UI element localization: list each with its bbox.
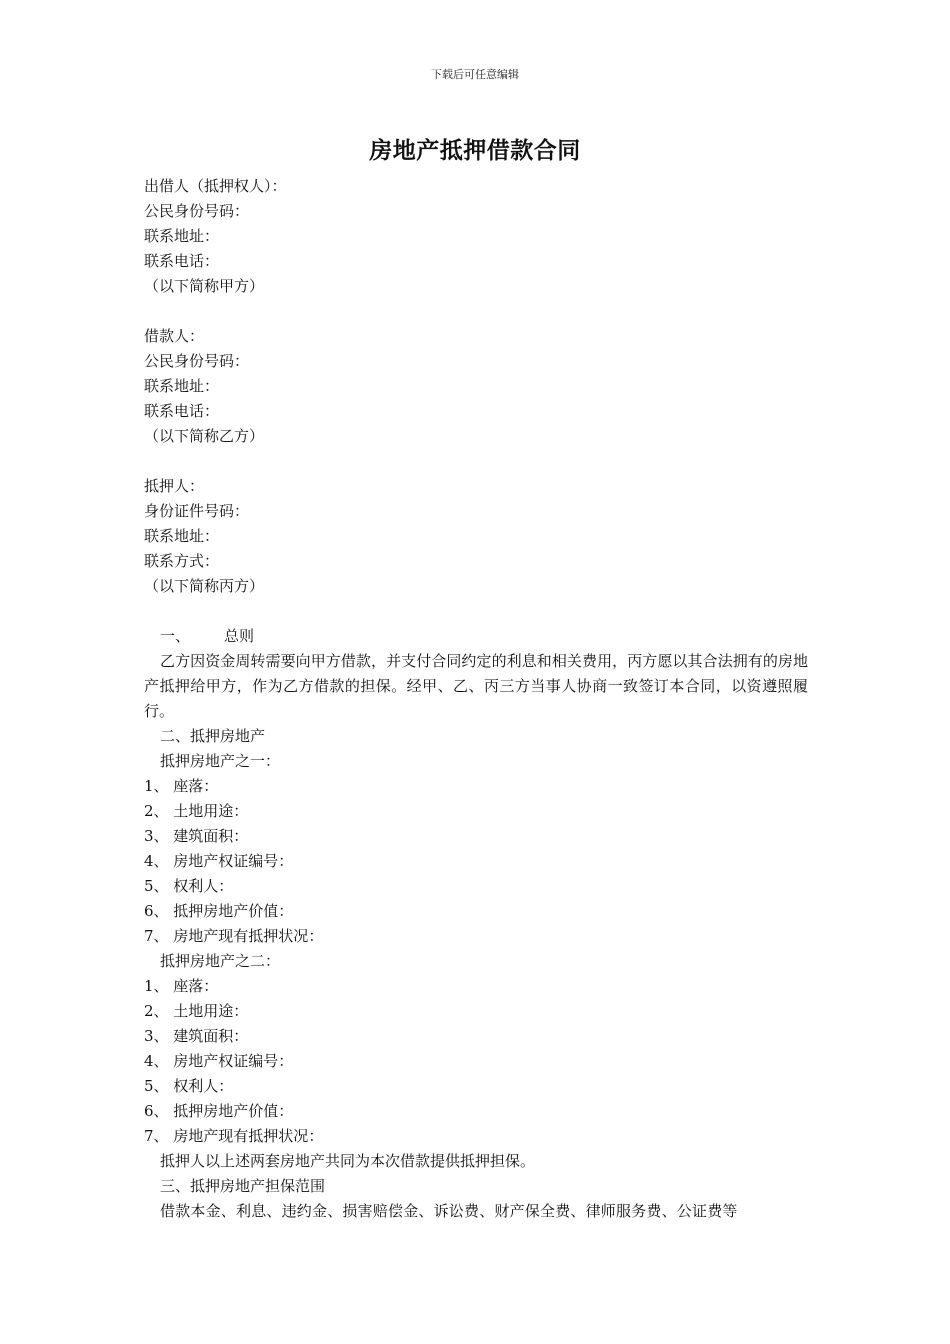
- borrower-name-label: 借款人：: [144, 327, 205, 345]
- borrower-alias: （以下简称乙方）: [144, 427, 265, 445]
- section3-first-line: 借款本金、利息、违约金、损害赔偿金、诉讼费、财产保全费、律师服务费、公证费等: [160, 1202, 738, 1220]
- property1-item-value: 6、 抵押房地产价值：: [144, 902, 294, 920]
- property1-item-owner: 5、 权利人：: [144, 877, 234, 895]
- section3-title: 三、抵押房地产担保范围: [160, 1177, 326, 1195]
- property1-item-certificate-no: 4、 房地产权证编号：: [144, 852, 294, 870]
- borrower-id-label: 公民身份号码：: [144, 352, 250, 370]
- mortgagor-contact-label: 联系方式：: [144, 552, 220, 570]
- borrower-address-label: 联系地址：: [144, 377, 220, 395]
- section1-title: 总则: [224, 627, 255, 645]
- property2-item-certificate-no: 4、 房地产权证编号：: [144, 1052, 294, 1070]
- property2-item-location: 1、 座落：: [144, 977, 219, 995]
- document-body: [144, 174, 808, 1224]
- property2-item-owner: 5、 权利人：: [144, 1077, 234, 1095]
- spacer: [144, 299, 808, 324]
- lender-alias: （以下简称甲方）: [144, 277, 265, 295]
- section2-closing: 抵押人以上述两套房地产共同为本次借款提供抵押担保。: [160, 1152, 536, 1170]
- mortgagor-id-label: 身份证件号码：: [144, 502, 250, 520]
- property1-item-land-use: 2、 土地用途：: [144, 802, 249, 820]
- property1-item-location: 1、 座落：: [144, 777, 219, 795]
- section1-heading: [144, 624, 808, 649]
- section2-title: 二、抵押房地产: [160, 727, 266, 745]
- property2-item-floor-area: 3、 建筑面积：: [144, 1027, 249, 1045]
- spacer: [144, 449, 808, 474]
- lender-name-label: 出借人（抵押权人）：: [144, 177, 287, 195]
- spacer: [144, 599, 808, 624]
- mortgagor-name-label: 抵押人：: [144, 477, 205, 495]
- lender-address-label: 联系地址：: [144, 227, 220, 245]
- mortgagor-alias: （以下简称丙方）: [144, 577, 265, 595]
- section1-number: 一、: [160, 627, 191, 645]
- document-title: 房地产抵押借款合同: [369, 137, 581, 164]
- property2-item-value: 6、 抵押房地产价值：: [144, 1102, 294, 1120]
- property1-heading: 抵押房地产之一：: [160, 752, 281, 770]
- lender-phone-label: 联系电话：: [144, 252, 220, 270]
- property2-item-land-use: 2、 土地用途：: [144, 1002, 249, 1020]
- borrower-phone-label: 联系电话：: [144, 402, 220, 420]
- section1-paragraph: 乙方因资金周转需要向甲方借款，并支付合同约定的利息和相关费用，丙方愿以其合法拥有的房地产抵押给甲方，作为乙方借款的担保。经甲、乙、丙三方当事人协商一致签订本合同，以资遵照履行。: [144, 652, 808, 720]
- property1-item-mortgage-status: 7、 房地产现有抵押状况：: [144, 927, 324, 945]
- mortgagor-address-label: 联系地址：: [144, 527, 220, 545]
- lender-id-label: 公民身份号码：: [144, 202, 250, 220]
- header-note: 下载后可任意编辑: [431, 68, 519, 81]
- property2-heading: 抵押房地产之二：: [160, 952, 281, 970]
- property2-item-mortgage-status: 7、 房地产现有抵押状况：: [144, 1127, 324, 1145]
- property1-item-floor-area: 3、 建筑面积：: [144, 827, 249, 845]
